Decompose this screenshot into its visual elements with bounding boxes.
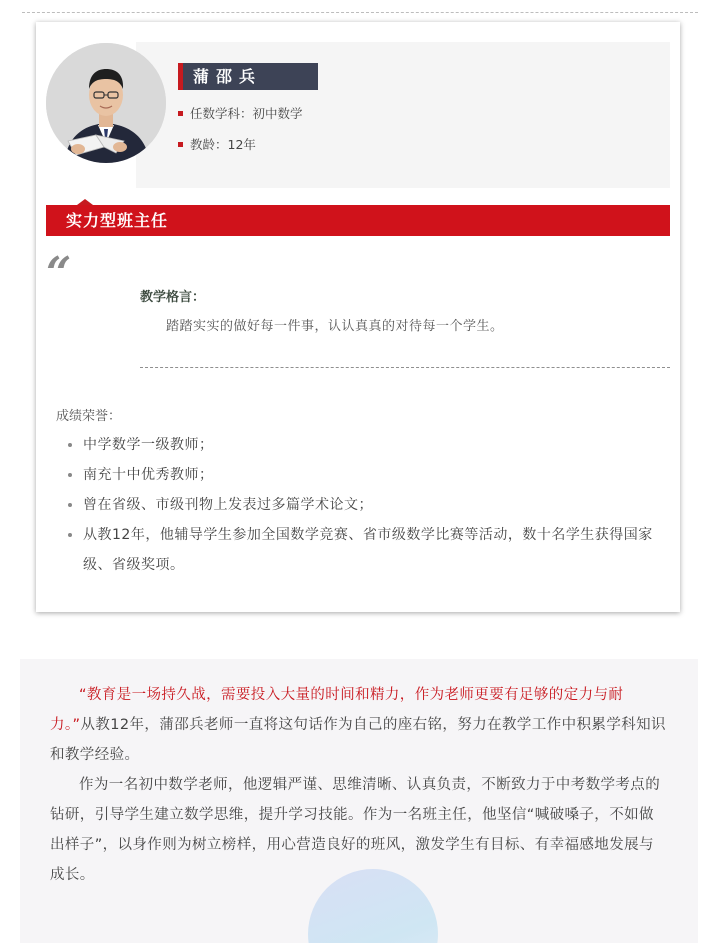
quote-mark-icon: “ — [46, 248, 72, 299]
teacher-name: 蒲邵兵 — [178, 63, 318, 90]
honor-text: 南充十中优秀教师； — [83, 467, 214, 483]
motto-title: 教学格言： — [140, 290, 206, 305]
top-divider — [22, 12, 698, 13]
list-item — [66, 490, 666, 520]
story-text: 从教12年，蒲邵兵老师一直将这句话作为自己的座右铭，努力在教学工作中积累学科知识和教学经验。 — [50, 717, 666, 763]
banner-title: 实力型班主任 — [66, 211, 169, 230]
teacher-portrait-icon — [46, 43, 166, 163]
story-paragraph-1 — [20, 680, 698, 770]
years-text: 教龄：12年 — [190, 137, 256, 152]
list-item — [66, 520, 666, 580]
bullet-dot-icon — [68, 443, 72, 447]
bullet-square-icon — [178, 142, 183, 147]
bullet-dot-icon — [68, 473, 72, 477]
story-quote: “教育是一场持久战，需要投入大量的时间和精力，作为老师更要有足够的定力与耐力。” — [50, 687, 624, 733]
teacher-avatar — [46, 43, 166, 163]
list-item — [66, 430, 666, 460]
honor-text: 曾在省级、市级刊物上发表过多篇学术论文； — [83, 497, 373, 513]
list-item — [66, 460, 666, 490]
teacher-card — [36, 22, 680, 612]
honor-text: 从教12年，他辅导学生参加全国数学竞赛、省市级数学比赛等活动，数十名学生获得国家级、省级奖项。 — [83, 527, 653, 573]
bullet-dot-icon — [68, 503, 72, 507]
motto-divider — [140, 367, 670, 368]
story-paragraph-2: 作为一名初中数学老师，他逻辑严谨、思维清晰、认真负责，不断致力于中考数学考点的钻研，引导学生建立数学思维，提升学习技能。作为一名班主任，他坚信“喊破嗓子，不如做出样子”，以身作则为树立榜样，用心营造良好的班风，激发学生有目标、有幸福感地发展与成长。 — [50, 777, 661, 883]
subject-text: 任数学科：初中数学 — [190, 106, 303, 121]
motto-text: 踏踏实实的做好每一件事，认认真真的对待每一个学生。 — [166, 319, 504, 334]
honors-list — [66, 430, 666, 580]
bullet-dot-icon — [68, 533, 72, 537]
honors-title: 成绩荣誉： — [56, 409, 122, 424]
honor-text: 中学数学一级教师； — [83, 437, 214, 453]
bullet-square-icon — [178, 111, 183, 116]
story-section — [20, 659, 698, 943]
subject-info — [178, 105, 303, 123]
years-info — [178, 136, 256, 154]
title-banner — [46, 205, 670, 236]
